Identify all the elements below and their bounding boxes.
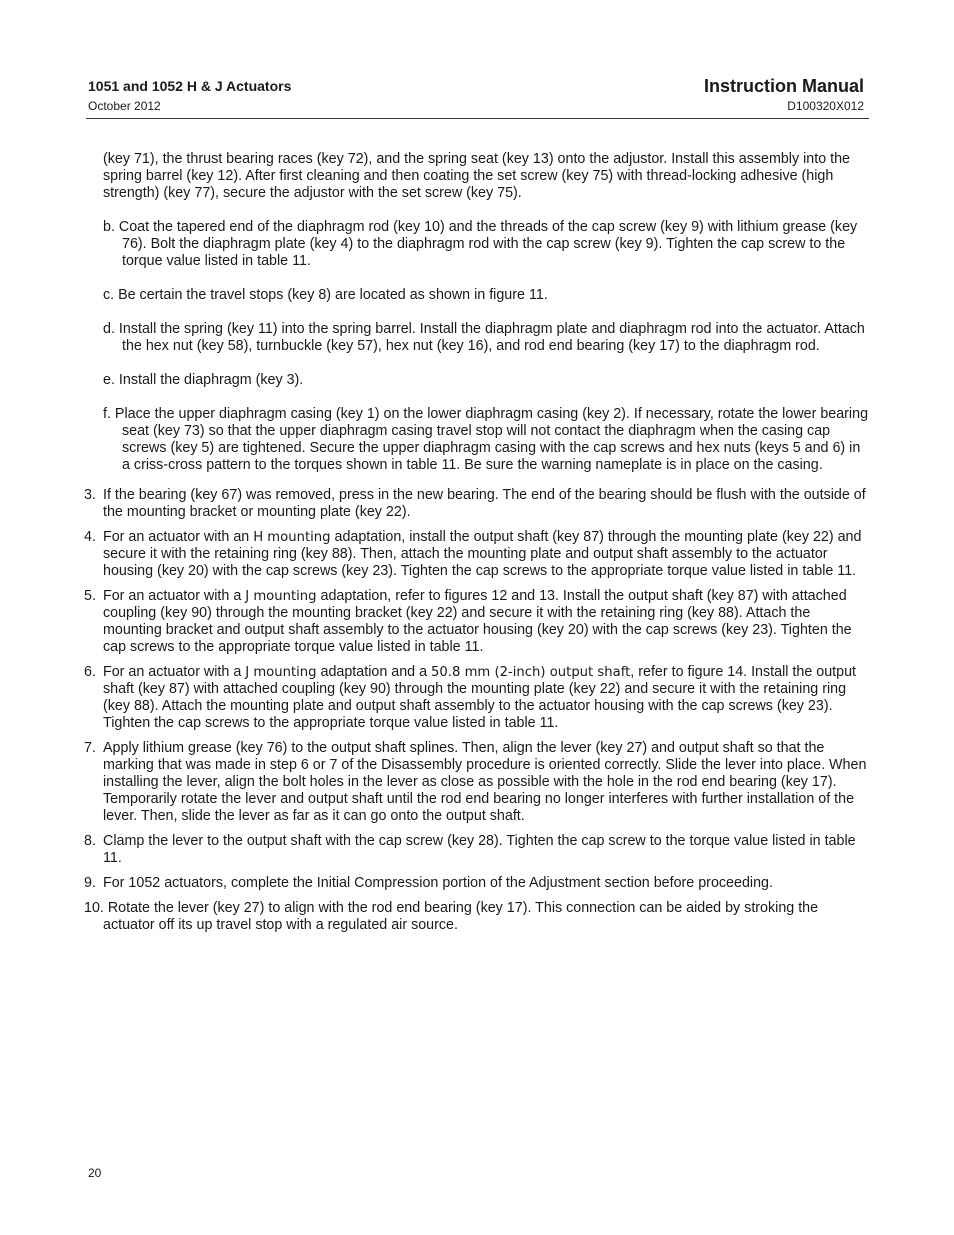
step-text: If the bearing (key 67) was removed, press in the new bearing. The end of the bearing should be flush with the outside of the mounting bracket or mounting plate (key 22). — [103, 487, 866, 520]
sub-step-c: c. Be certain the travel stops (key 8) are located as shown in figure 11. — [103, 287, 548, 303]
page-content — [84, 151, 870, 934]
step-6 — [84, 664, 870, 732]
step-text — [103, 664, 870, 732]
page-number: 20 — [88, 1166, 102, 1180]
text-run: adaptation, install the output shaft (key 87) through the mounting plate (key 22) and secure it with the retaining ring (key 88). Then, attach the mounting plate and output shaft assembly to the actuator housing (key 20) with the cap screws (key 23). Tighten the cap screws to the appropriate torque value listed in table 11. — [103, 529, 862, 579]
text-run: For an actuator with a — [103, 588, 246, 604]
text-run: adaptation, refer to figures 12 and 13. Install the output shaft (key 87) with attached coupling (key 90) through the mounting bracket (key 22) and secure it with the retaining ring (key 88). Attach the mounting bracket and output shaft assembly to the actuator housing (key 20) with the cap screws (key 23). Tighten the cap screws to the appropriate torque value listed in table 11. — [103, 588, 852, 655]
step-text: For 1052 actuators, complete the Initial Compression portion of the Adjustment section before proceeding. — [103, 875, 773, 891]
step-10: 10. Rotate the lever (key 27) to align with the rod end bearing (key 17). This connection can be aided by stroking the actuator off its up travel stop with a regulated air source. — [84, 900, 819, 933]
step-8 — [84, 833, 870, 867]
step-number: 6. — [84, 664, 96, 680]
text-run: For an actuator with an — [103, 529, 254, 545]
step-number: 4. — [84, 529, 96, 545]
emphasis-output-shaft: 50.8 mm (2-inch) output shaft — [431, 665, 631, 680]
header-left-title: 1051 and 1052 H & J Actuators — [88, 78, 292, 94]
step-number: 7. — [84, 740, 96, 756]
step-text — [103, 529, 870, 580]
header-date: October 2012 — [88, 99, 161, 113]
step-text: Clamp the lever to the output shaft with the cap screw (key 28). Tighten the cap screw to the torque value listed in table 11. — [103, 833, 856, 866]
emphasis-j-mounting: J mounting — [245, 589, 317, 604]
header-document-number: D100320X012 — [787, 99, 864, 113]
step-number: 8. — [84, 833, 96, 849]
step-number: 3. — [84, 487, 96, 503]
step-7 — [84, 740, 870, 825]
emphasis-h-mounting: H mounting — [253, 530, 331, 545]
numbered-steps — [84, 487, 870, 934]
sub-step-b: b. Coat the tapered end of the diaphragm rod (key 10) and the threads of the cap screw (key 9) with lithium grease (key 76). Bolt the diaphragm plate (key 4) to the diaphragm rod with the cap screw (key 9). Tighten the cap screw to the torque value listed in table 11. — [103, 219, 858, 269]
header-right-title: Instruction Manual — [703, 76, 864, 96]
sub-step-d: d. Install the spring (key 11) into the spring barrel. Install the diaphragm plate and diaphragm rod into the actuator. Attach the hex nut (key 58), turnbuckle (key 57), hex nut (key 16), and rod end bearing (key 17) to the diaphragm rod. — [103, 321, 865, 354]
header-rule — [86, 118, 869, 119]
emphasis-j-mounting: J mounting — [245, 665, 317, 680]
step-number: 5. — [84, 588, 96, 604]
step-text — [103, 588, 870, 656]
text-run: For an actuator with a — [103, 664, 246, 680]
text-run: , refer to figure 14. Install the output shaft (key 87) with attached coupling (key 90) through the mounting plate (key 22) and secure it with the retaining ring (key 88). Attach the mounting plate and output shaft assembly to the actuator housing with the cap screws (key 23). Tighten the cap screws to the appropriate torque value listed in table 11. — [103, 664, 857, 731]
sub-step-f: f. Place the upper diaphragm casing (key 1) on the lower diaphragm casing (key 2). If necessary, rotate the lower bearing seat (key 73) so that the upper diaphragm casing travel stop will not contact the diaphragm when the casing cap screws (key 5) are tightened. Secure the upper diaphragm casing with the cap screws and hex nuts (keys 5 and 6) in a criss-cross pattern to the torques shown in table 11. Be sure the warning nameplate is in place on the casing. — [103, 406, 869, 473]
continued-paragraph: (key 71), the thrust bearing races (key 72), and the spring seat (key 13) onto the adjustor. Install this assembly into the spring barrel (key 12). After first cleaning and then coating the set screw (key 75) with thread-locking adhesive (high strength) (key 77), secure the adjustor with the set screw (key 75). — [103, 151, 851, 201]
step-number: 9. — [84, 875, 96, 891]
sub-step-e: e. Install the diaphragm (key 3). — [103, 372, 304, 388]
text-run: adaptation and a — [316, 664, 432, 680]
step-5 — [84, 588, 870, 656]
step-4 — [84, 529, 870, 580]
step-3 — [84, 487, 870, 521]
step-9 — [84, 875, 870, 892]
step-text: Apply lithium grease (key 76) to the output shaft splines. Then, align the lever (key 27) and output shaft so that the marking that was made in step 6 or 7 of the Disassembly procedure is oriented correctly. Slide the lever into place. When installing the lever, align the bolt holes in the lever as close as possible with the hole in the rod end bearing (key 17). Temporarily rotate the lever and output shaft until the rod end bearing no longer interferes with further installation of the lever. Then, slide the lever as far as it can go onto the output shaft. — [103, 740, 867, 824]
